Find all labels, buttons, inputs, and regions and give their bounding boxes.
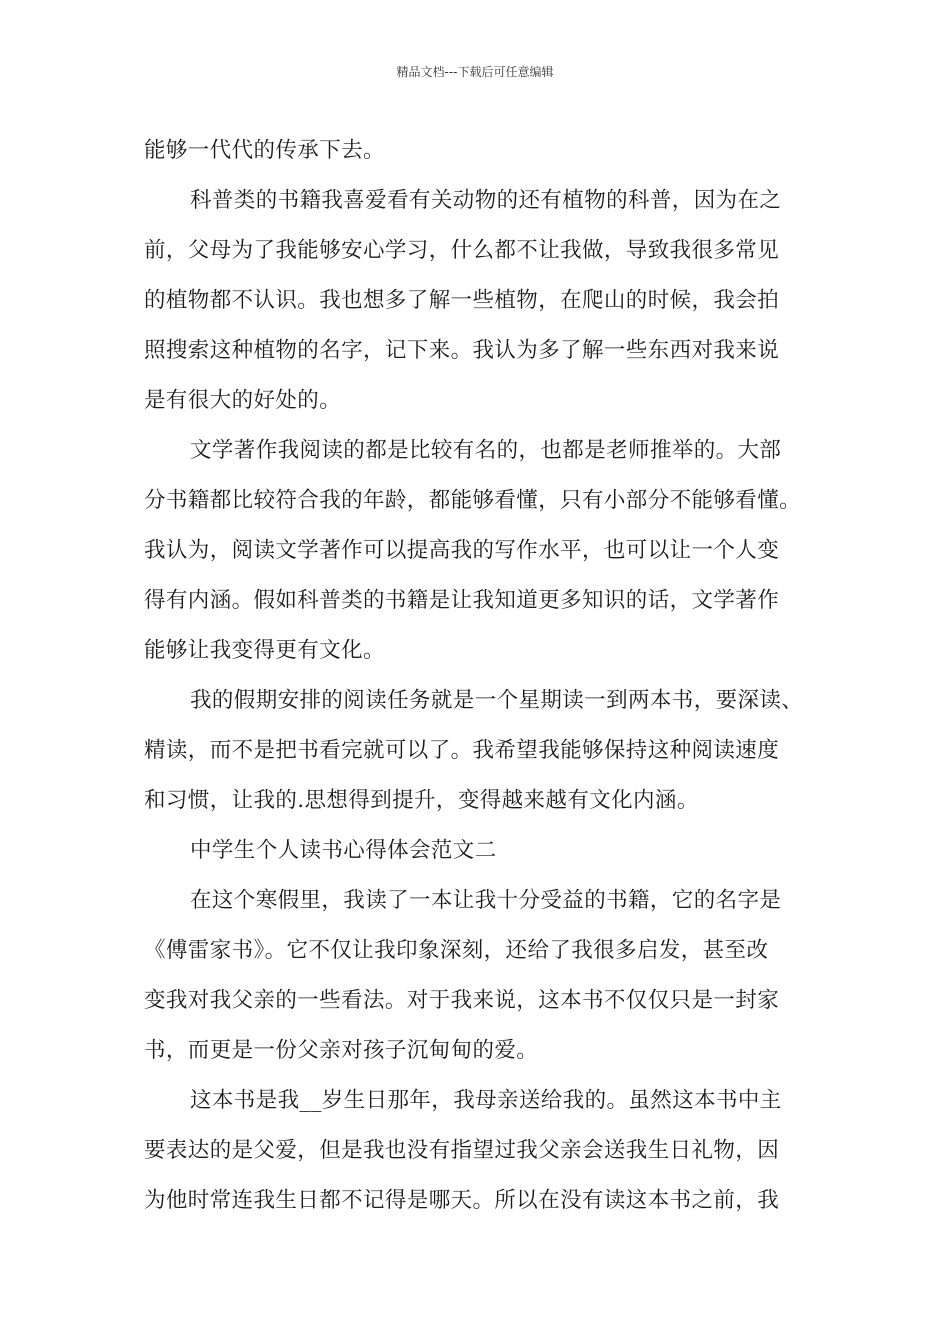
body-line: 我的假期安排的阅读任务就是一个星期读一到两本书，要深读、 [190, 688, 804, 713]
body-line: 为他时常连我生日都不记得是哪天。所以在没有读这本书之前，我 [144, 1188, 780, 1213]
page-header: 精品文档---下载后可任意编辑 [396, 65, 554, 79]
body-line: 书，而更是一份父亲对孩子沉甸甸的爱。 [144, 1038, 539, 1063]
body-line: 《傅雷家书》。它不仅让我印象深刻，还给了我很多启发，甚至改 [144, 938, 769, 963]
body-line: 能够一代代的传承下去。 [144, 138, 385, 163]
body-line: 变我对我父亲的一些看法。对于我来说，这本书不仅仅只是一封家 [144, 988, 780, 1013]
body-line: 分书籍都比较符合我的年龄，都能够看懂，只有小部分不能够看懂。 [144, 488, 802, 513]
body-line: 的植物都不认识。我也想多了解一些植物，在爬山的时候，我会拍 [144, 288, 780, 313]
section-heading: 中学生个人读书心得体会范文二 [190, 838, 497, 863]
body-line: 是有很大的好处的。 [144, 388, 342, 413]
body-line: 得有内涵。假如科普类的书籍是让我知道更多知识的话，文学著作 [144, 588, 780, 613]
body-line: 要表达的是父爱，但是我也没有指望过我父亲会送我生日礼物，因 [144, 1138, 780, 1163]
body-line: 照搜索这种植物的名字，记下来。我认为多了解一些东西对我来说 [144, 338, 780, 363]
document-body [144, 126, 824, 1226]
body-line: 在这个寒假里，我读了一本让我十分受益的书籍，它的名字是 [190, 888, 782, 913]
body-line: 前，父母为了我能够安心学习，什么都不让我做，导致我很多常见 [144, 238, 780, 263]
body-line: 这本书是我__岁生日那年，我母亲送给我的。虽然这本书中主 [190, 1088, 782, 1113]
body-line: 科普类的书籍我喜爱看有关动物的还有植物的科普，因为在之 [190, 188, 782, 213]
body-line: 能够让我变得更有文化。 [144, 638, 385, 663]
body-line: 我认为，阅读文学著作可以提高我的写作水平，也可以让一个人变 [144, 538, 780, 563]
body-line: 精读，而不是把书看完就可以了。我希望我能够保持这种阅读速度 [144, 738, 780, 763]
body-line: 文学著作我阅读的都是比较有名的，也都是老师推举的。大部 [190, 438, 782, 463]
body-line: 和习惯，让我的.思想得到提升，变得越来越有文化内涵。 [144, 788, 699, 813]
